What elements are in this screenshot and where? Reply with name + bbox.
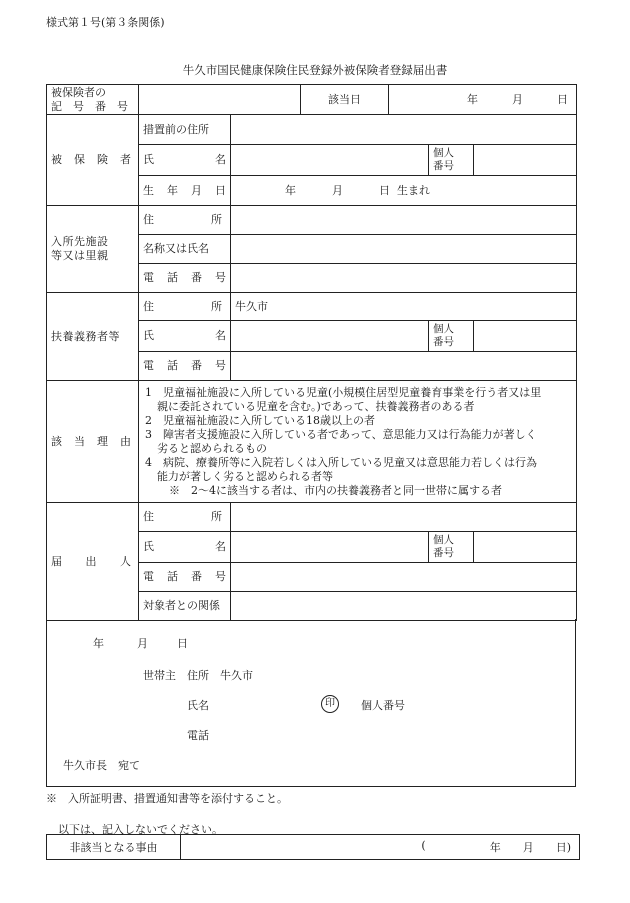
facility-address-field[interactable]	[231, 206, 577, 235]
reason-item-4[interactable]: 4 病院、療養所等に入院若しくは入所している児童又は意思能力若しくは行為	[145, 455, 537, 469]
supporter-address-field[interactable]: 牛久市	[231, 293, 577, 321]
non-applicable-label: 非該当となる事由	[47, 835, 181, 860]
dob-field[interactable]: 年 月 日 生まれ	[231, 176, 577, 206]
attachment-note: ※ 入所証明書、措置通知書等を添付すること。	[46, 792, 288, 805]
registration-table	[46, 84, 577, 621]
insured-name-label: 氏 名	[139, 145, 231, 176]
notifier-relation-label: 対象者との関係	[139, 592, 231, 621]
reasons-list	[139, 381, 577, 503]
sign-month: 月	[137, 637, 148, 650]
notifier-name-label: 氏 名	[139, 532, 231, 563]
reason-item-4-cont: 能力が著しく劣ると認められる者等	[157, 469, 333, 483]
address-before-label: 措置前の住所	[139, 115, 231, 145]
seal-icon: 印	[321, 695, 339, 713]
notifier-personal-number[interactable]	[429, 532, 577, 563]
notifier-address-field[interactable]	[231, 503, 577, 532]
supporter-personal-number-label: 個人 番号	[429, 321, 474, 351]
sign-personal-number-label: 個人番号	[361, 699, 405, 712]
facility-phone-label: 電 話 番 号	[139, 264, 231, 293]
applicable-date-field[interactable]: 年 月 日	[389, 85, 577, 115]
supporter-section-label: 扶養義務者等	[47, 293, 139, 381]
facility-name-field[interactable]	[231, 235, 577, 264]
notifier-personal-number-label: 個人 番号	[429, 532, 474, 562]
notifier-section-label: 届 出 人	[47, 503, 139, 621]
supporter-name-label: 氏 名	[139, 321, 231, 352]
supporter-phone-field[interactable]	[231, 352, 577, 381]
reasons-note: ※ 2〜4に該当する者は、市内の扶養義務者と同一世帯に属する者	[169, 483, 502, 497]
addressee: 牛久市長 宛て	[63, 759, 140, 772]
signature-box	[46, 619, 576, 787]
insured-personal-number-label: 個人 番号	[429, 145, 474, 175]
form-id: 様式第１号(第３条関係)	[46, 16, 165, 29]
insured-number-field[interactable]	[139, 85, 301, 115]
sign-year: 年	[93, 637, 104, 650]
sign-phone-label: 電話	[187, 729, 209, 742]
notifier-phone-label: 電 話 番 号	[139, 563, 231, 592]
form-title: 牛久市国民健康保険住民登録外被保険者登録届出書	[182, 63, 448, 77]
supporter-personal-number-field[interactable]	[474, 321, 576, 351]
household-head-address: 世帯主 住所 牛久市	[143, 669, 253, 682]
insured-number-label: 被保険者の 記 号 番 号	[47, 85, 139, 115]
notifier-address-label: 住 所	[139, 503, 231, 532]
facility-address-label: 住 所	[139, 206, 231, 235]
facility-phone-field[interactable]	[231, 264, 577, 293]
address-before-field[interactable]	[231, 115, 577, 145]
supporter-name-field[interactable]	[231, 321, 429, 352]
reason-item-1[interactable]: 1 児童福祉施設に入所している児童(小規模住居型児童養育事業を行う者又は里	[145, 385, 542, 399]
facility-section-label: 入所先施設 等又は里親	[47, 206, 139, 293]
reason-item-1-cont: 親に委託されている児童を含む。)であって、扶養義務者のある者	[157, 399, 475, 413]
insured-section-label: 被 保 険 者	[47, 115, 139, 206]
non-applicable-field[interactable]: ( 年 月 日)	[181, 835, 580, 860]
sign-name-label: 氏名	[187, 699, 209, 712]
reasons-section-label: 該 当 理 由	[47, 381, 139, 503]
insured-personal-number-field[interactable]	[474, 145, 576, 175]
supporter-address-label: 住 所	[139, 293, 231, 321]
notifier-phone-field[interactable]	[231, 563, 577, 592]
sign-day: 日	[177, 637, 188, 650]
applicable-date-label: 該当日	[301, 85, 389, 115]
office-use-table	[46, 834, 580, 860]
reason-item-2[interactable]: 2 児童福祉施設に入所している18歳以上の者	[145, 413, 375, 427]
notifier-personal-number-field[interactable]	[474, 532, 576, 562]
supporter-phone-label: 電 話 番 号	[139, 352, 231, 381]
office-use-note: 以下は、記入しないでください。	[58, 823, 223, 836]
reason-item-3[interactable]: 3 障害者支援施設に入所している者であって、意思能力又は行為能力が著しく	[145, 427, 537, 441]
notifier-name-field[interactable]	[231, 532, 429, 563]
reason-item-3-cont: 劣ると認められるもの	[157, 441, 267, 455]
supporter-personal-number[interactable]	[429, 321, 577, 352]
facility-name-label: 名称又は氏名	[139, 235, 231, 264]
insured-name-field[interactable]	[231, 145, 429, 176]
notifier-relation-field[interactable]	[231, 592, 577, 621]
insured-personal-number[interactable]	[429, 145, 577, 176]
dob-label: 生 年 月 日	[139, 176, 231, 206]
